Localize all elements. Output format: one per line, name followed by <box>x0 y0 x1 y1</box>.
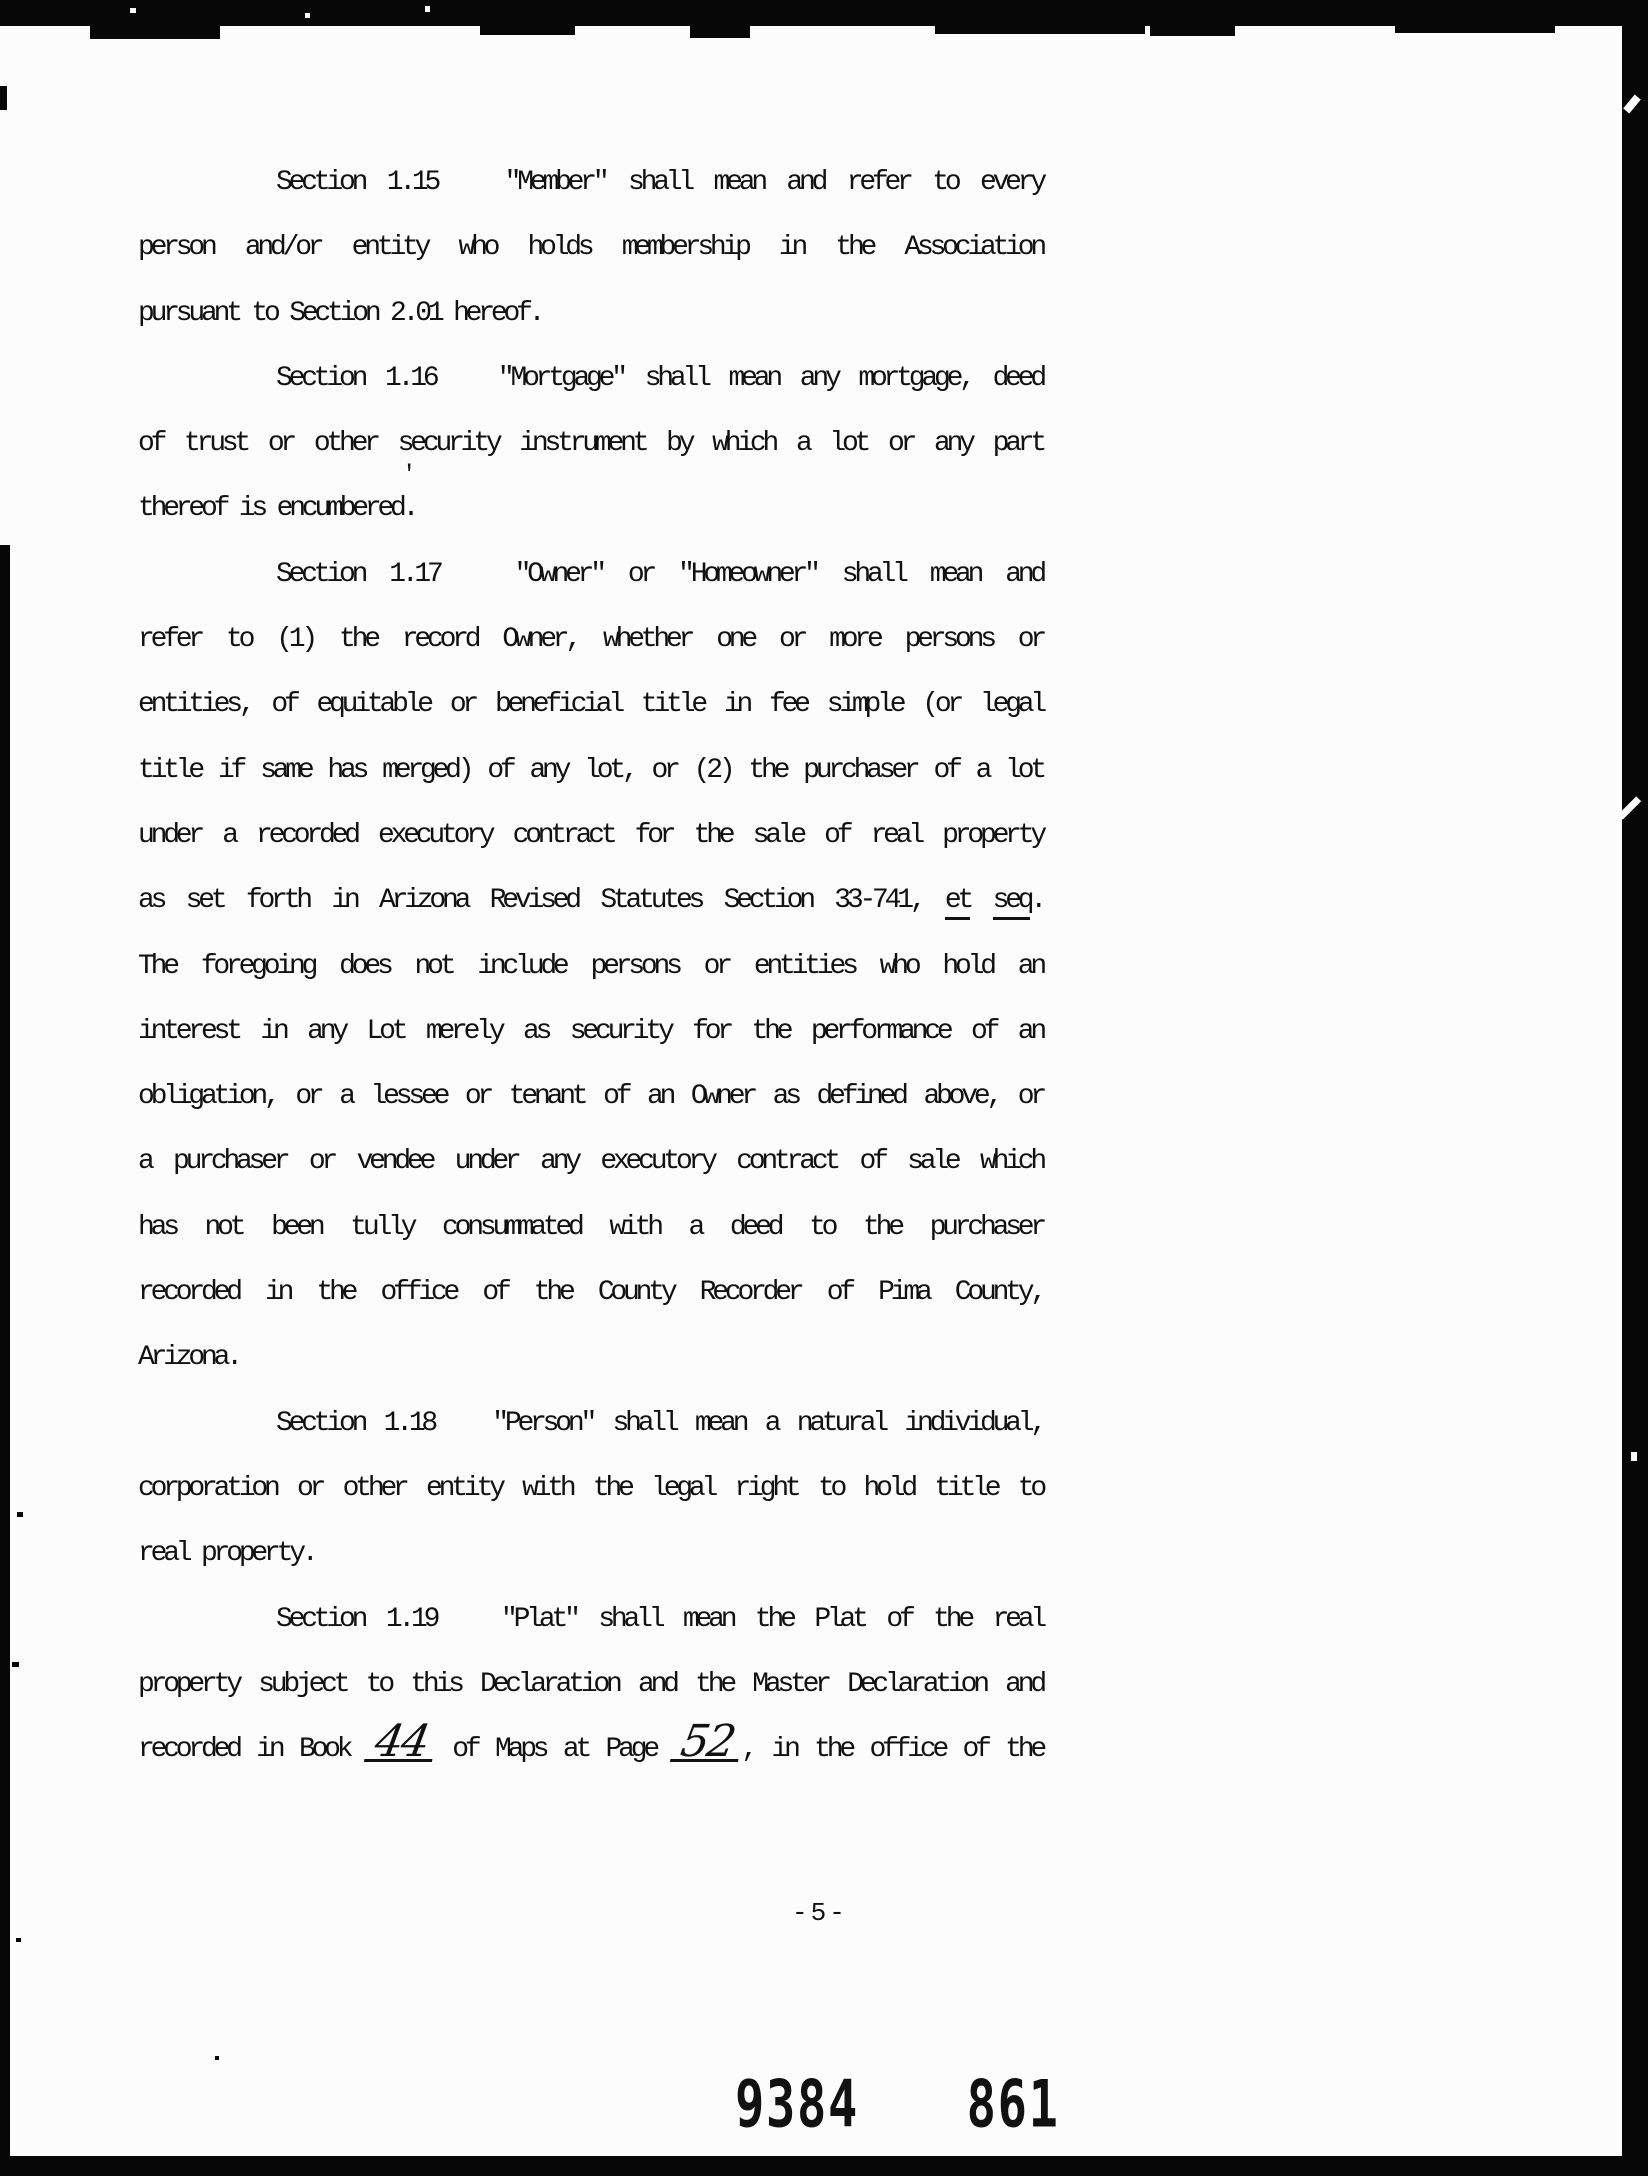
text-segment: Section 1.17 "Owner" or "Homeowner" shall mean and <box>276 558 1043 590</box>
scan-artifact <box>1631 1452 1637 1461</box>
handwritten-number: 52 <box>670 1727 744 1762</box>
text-segment: of trust or other security instrument by which a lot or any part <box>138 428 1043 460</box>
paragraph-line <box>138 476 1043 541</box>
text-segment: thereof is encumbered. <box>138 493 416 525</box>
text-segment: Arizona. <box>138 1342 239 1374</box>
text-segment <box>970 885 992 916</box>
paragraph-line <box>138 1195 1043 1260</box>
paragraph-line <box>138 934 1043 999</box>
recorder-stamp <box>735 2066 1060 2142</box>
paragraph-line <box>138 607 1043 672</box>
paragraph-line <box>138 999 1043 1064</box>
scan-artifact <box>425 6 430 12</box>
scan-artifact <box>16 1938 21 1942</box>
text-segment: as set forth in Arizona Revised Statutes Section 33-741, <box>138 885 945 917</box>
paragraph-line <box>138 1521 1043 1586</box>
text-segment: Section 1.19 "Plat" shall mean the Plat of the real <box>276 1603 1043 1635</box>
text-segment: , in the office of the <box>741 1734 1044 1766</box>
text-segment: corporation or other entity with the legal right to hold title to <box>138 1472 1043 1504</box>
scan-artifact <box>17 1512 23 1517</box>
paragraph-line <box>138 1652 1043 1717</box>
text-segment: recorded in the office of the County Recorder of Pima County, <box>138 1277 1043 1309</box>
paragraph-line <box>138 411 1043 476</box>
paragraph-first-line <box>138 542 1043 607</box>
paragraph-first-line <box>138 1587 1043 1652</box>
scan-border-top <box>0 0 1648 26</box>
stray-apostrophe-mark: ' <box>402 462 417 489</box>
text-segment: Section 1.15 "Member" shall mean and refer to every <box>276 167 1043 198</box>
text-segment: title if same has merged) of any lot, or (2) the purchaser of a lot <box>138 754 1043 786</box>
underlined-text: seq <box>993 885 1031 920</box>
paragraph-line <box>138 868 1043 933</box>
stamp-number-right: 861 <box>966 2066 1060 2143</box>
paragraph-first-line <box>138 346 1043 411</box>
text-segment: Section 1.18 "Person" shall mean a natural individual, <box>276 1407 1043 1439</box>
paragraph-line <box>138 1064 1043 1129</box>
paragraph-line <box>138 215 1043 280</box>
text-segment: of Maps at Page <box>434 1734 674 1766</box>
paragraph-line <box>138 1129 1043 1194</box>
scan-artifact <box>305 13 310 18</box>
scan-border-bottom <box>0 2156 1648 2176</box>
scan-artifact <box>1150 26 1235 36</box>
document-body <box>138 150 1043 1782</box>
paragraph-first-line <box>138 150 1043 215</box>
scan-artifact <box>690 26 750 38</box>
scan-artifact <box>90 26 220 39</box>
text-segment: property subject to this Declaration and the Master Declaration and <box>138 1668 1043 1700</box>
text-segment: entities, of equitable or beneficial title in fee simple (or legal <box>138 689 1043 721</box>
paragraph-line <box>138 1717 1043 1782</box>
paragraph-line <box>138 281 1043 346</box>
text-segment: real property. <box>138 1538 315 1570</box>
paragraph-line <box>138 1260 1043 1325</box>
paragraph-line <box>138 1325 1043 1390</box>
text-segment: a purchaser or vendee under any executory contract of sale which <box>138 1146 1043 1178</box>
text-segment: . <box>1030 885 1044 917</box>
text-segment: person and/or entity who holds membership in the Association <box>138 232 1043 264</box>
text-segment: under a recorded executory contract for the sale of real property <box>138 819 1043 851</box>
text-segment: Section 1.16 "Mortgage" shall mean any mortgage, deed <box>276 362 1043 394</box>
handwritten-number: 44 <box>364 1727 438 1762</box>
paragraph-line <box>138 672 1043 737</box>
scan-artifact <box>215 2056 219 2060</box>
scan-artifact <box>130 8 136 13</box>
scan-artifact <box>1395 26 1555 33</box>
scan-artifact <box>935 26 1145 34</box>
scan-artifact <box>12 1662 19 1667</box>
scan-border-right <box>1622 0 1648 2176</box>
footer-page-number: -5- <box>792 1898 848 1928</box>
scan-artifact <box>0 86 7 110</box>
scan-border-left <box>0 545 10 2176</box>
text-segment: obligation, or a lessee or tenant of an Owner as defined above, or <box>138 1081 1043 1113</box>
paragraph-line <box>138 803 1043 868</box>
text-segment: The foregoing does not include persons or entities who hold an <box>138 950 1043 982</box>
paragraph-first-line <box>138 1391 1043 1456</box>
underlined-text: et <box>945 885 970 920</box>
text-segment: interest in any Lot merely as security for the performance of an <box>138 1015 1043 1047</box>
stamp-number-left: 9384 <box>735 2066 860 2143</box>
scan-artifact <box>480 26 575 35</box>
text-segment: refer to (1) the record Owner, whether one or more persons or <box>138 624 1043 656</box>
text-segment: has not been tully consummated with a deed to the purchaser <box>138 1211 1043 1243</box>
text-segment: recorded in Book <box>138 1734 367 1766</box>
paragraph-line <box>138 1456 1043 1521</box>
text-segment: pursuant to Section 2.01 hereof. <box>138 297 542 329</box>
paragraph-line <box>138 738 1043 803</box>
